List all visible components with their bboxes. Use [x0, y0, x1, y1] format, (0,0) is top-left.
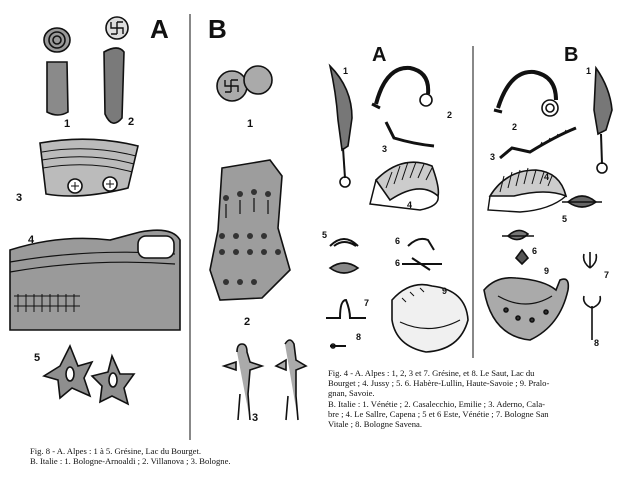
right-caption-line: Vitale ; 8. Bologne Savena. — [328, 419, 422, 430]
left-b-fig-number: 1 — [247, 118, 254, 130]
right-caption-line: Bourget ; 4. Jussy ; 5. 6. Habère-Lullin, Haute-Savoie ; 9. Pralo- — [328, 378, 550, 389]
left-b-fig-number: 3 — [252, 412, 259, 424]
right-a5-object — [330, 239, 358, 273]
left-a2-object — [104, 17, 128, 123]
right-b-fig-number: 7 — [604, 270, 610, 280]
right-caption-line: Fig. 4 - A. Alpes : 1, 2, 3 et 7. Grésine, et 8. Le Saut, Lac du — [328, 368, 535, 378]
right-plate-caption — [328, 368, 549, 429]
right-a-fig-number: 1 — [343, 66, 349, 76]
left-a-fig-number: 4 — [28, 234, 35, 246]
left-a3-object — [40, 139, 138, 196]
right-a-fig-number: 4 — [407, 200, 413, 210]
right-a3-object — [386, 122, 434, 146]
right-plate-column-a-label: A — [372, 44, 387, 66]
right-b-fig-number: 4 — [544, 172, 550, 182]
right-caption-line: B. Italie : 1. Vénétie ; 2. Casalecchio, Emilie ; 3. Aderno, Cala- — [328, 398, 546, 409]
right-b6-object — [502, 230, 534, 264]
right-b-fig-number: 9 — [544, 266, 550, 276]
right-a7-object — [326, 300, 366, 318]
right-b8-object — [584, 296, 601, 340]
right-b7-object — [584, 252, 597, 268]
right-b-fig-number: 8 — [594, 338, 600, 348]
right-b-fig-number: 6 — [532, 246, 538, 256]
right-b4-object — [488, 168, 566, 212]
left-plate-caption — [30, 446, 231, 466]
left-a5-object — [44, 346, 134, 404]
left-a-fig-number: 2 — [128, 116, 135, 128]
right-caption-line: gnan, Savoie. — [328, 388, 375, 399]
right-b-fig-number: 2 — [512, 122, 518, 132]
right-b3-object — [500, 128, 576, 158]
left-plate-column-b-label: B — [208, 14, 227, 44]
right-a9-object — [392, 285, 468, 352]
right-b-fig-number: 1 — [586, 66, 592, 76]
right-b2-object — [494, 72, 558, 116]
left-a-fig-number: 5 — [34, 352, 41, 364]
right-a-fig-number: 6 — [395, 258, 401, 268]
right-a-fig-number: 7 — [364, 298, 370, 308]
right-a6-object — [402, 239, 442, 270]
left-a-fig-number: 1 — [64, 118, 71, 130]
right-a-fig-number: 2 — [447, 110, 453, 120]
left-caption-line: Fig. 8 - A. Alpes : 1 à 5. Grésine, Lac du Bourget. — [30, 446, 201, 456]
left-b3-object — [224, 340, 306, 420]
left-b1-object — [217, 66, 272, 101]
left-plate-column-a-label: A — [150, 14, 169, 44]
right-b1-object — [594, 68, 612, 173]
left-caption-line: B. Italie : 1. Bologne-Arnoaldi ; 2. Villanova ; 3. Bologne. — [30, 456, 231, 467]
right-a-fig-number: 5 — [322, 230, 328, 240]
left-a4-object — [10, 230, 180, 330]
right-a-fig-number: 8 — [356, 332, 362, 342]
left-b-fig-number: 2 — [244, 316, 251, 328]
right-a-fig-number: 9 — [442, 286, 448, 296]
right-b5-object — [562, 196, 602, 207]
right-a4-object — [370, 162, 438, 210]
right-caption-line: bre ; 4. Le Sallre, Capena ; 5 et 6 Este, Vénétie ; 7. Bologne San — [328, 408, 549, 419]
left-a1-object — [44, 28, 70, 115]
right-a1-object — [330, 66, 352, 187]
right-a8-object — [330, 344, 346, 348]
right-plate-column-b-label: B — [564, 44, 579, 66]
right-b-fig-number: 5 — [562, 214, 568, 224]
right-b9-object — [484, 278, 568, 340]
left-a-fig-number: 3 — [16, 192, 23, 204]
right-a-fig-number: 6 — [395, 236, 401, 246]
left-b2-object — [210, 160, 290, 300]
right-a2-object — [372, 68, 432, 108]
right-b-fig-number: 3 — [490, 152, 496, 162]
right-a-fig-number: 3 — [382, 144, 388, 154]
